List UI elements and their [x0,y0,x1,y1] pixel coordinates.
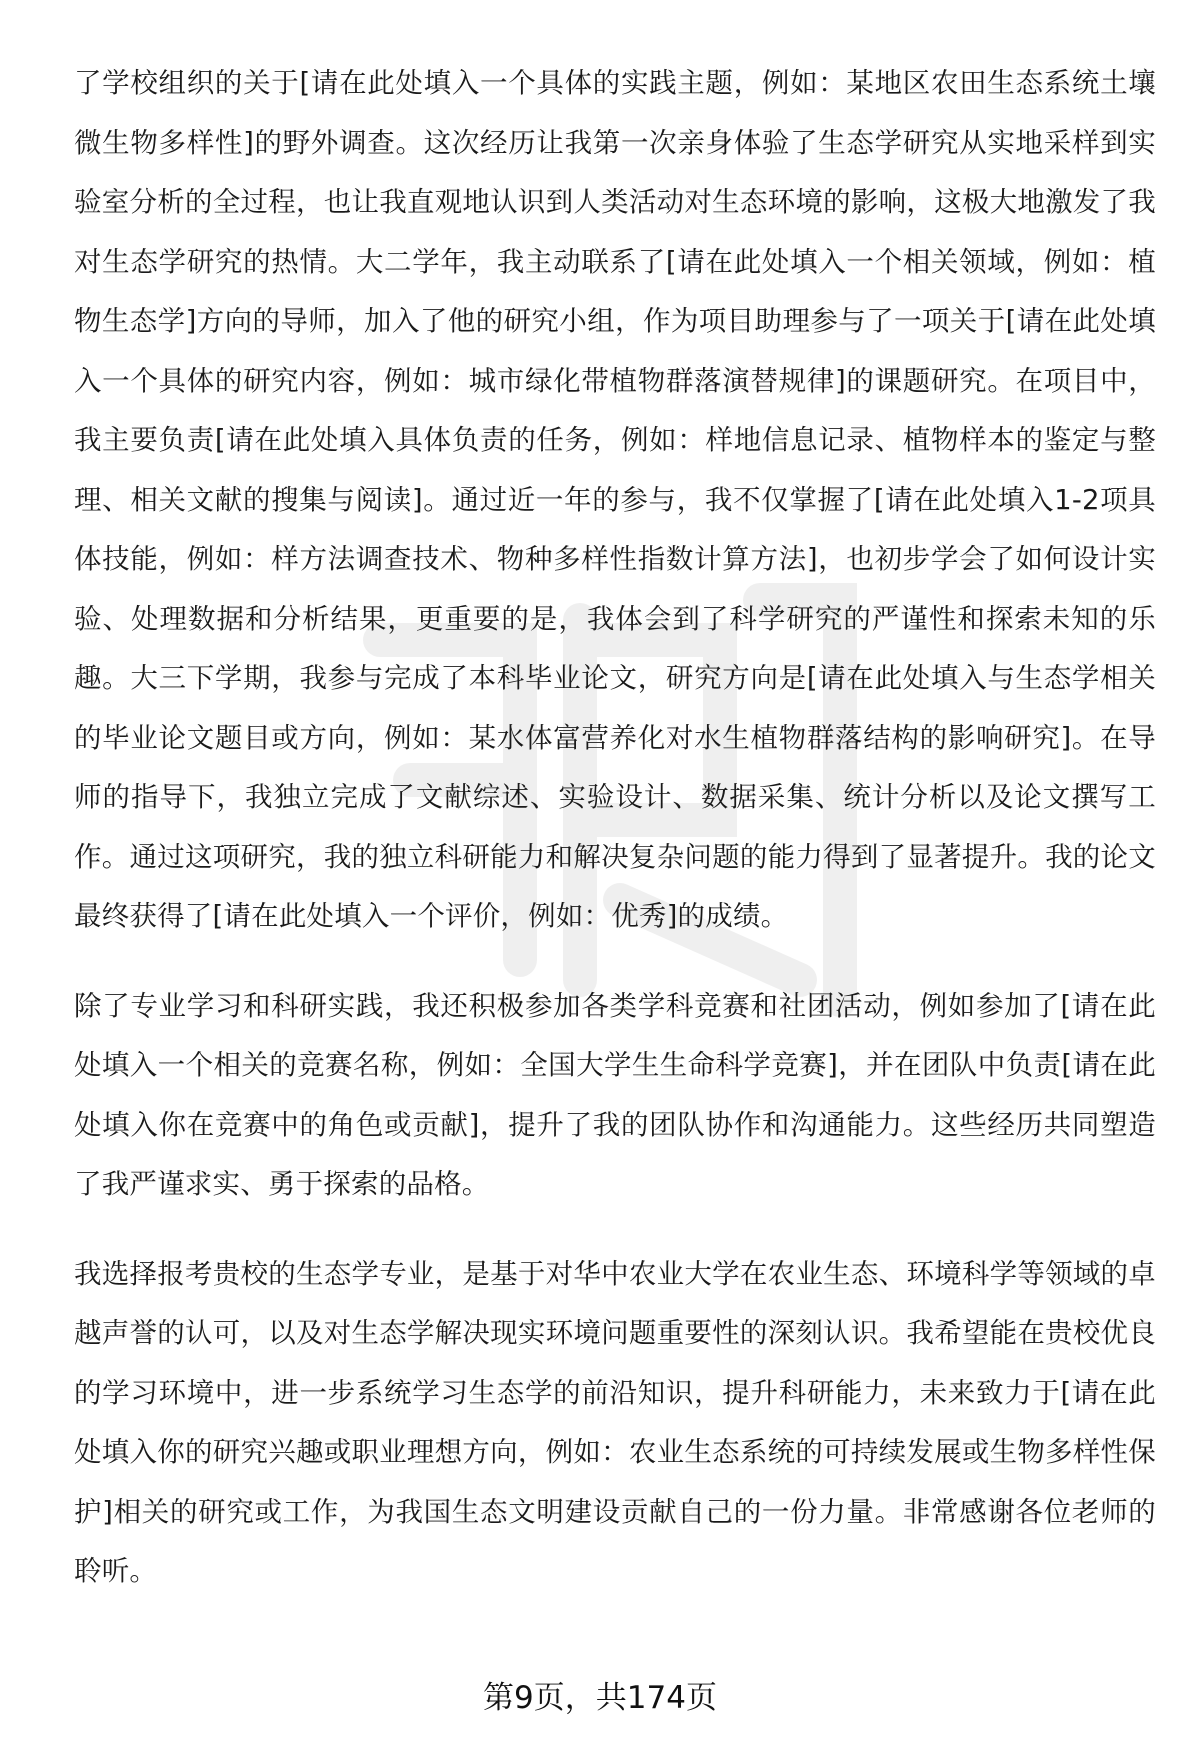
page-number: 第9页，共174页 [483,1680,717,1716]
paragraph-competitions: 除了专业学习和科研实践，我还积极参加各类学科竞赛和社团活动，例如参加了[请在此处填入一个相关的竞赛名称，例如：全国大学生生命科学竞赛]，并在团队中负责[请在此处填入你在竞赛中的角色或贡献]，提升了我的团队协作和沟通能力。这些经历共同塑造了我严谨求实、勇于探索的品格。 [74,989,1156,1200]
paragraph-research-experience: 了学校组织的关于[请在此处填入一个具体的实践主题，例如：某地区农田生态系统土壤微生物多样性]的野外调查。这次经历让我第一次亲身体验了生态学研究从实地采样到实验室分析的全过程，也让我直观地认识到人类活动对生态环境的影响，这极大地激发了我对生态学研究的热情。大二学年，我主动联系了[请在此处填入一个相关领域，例如：植物生态学]方向的导师，加入了他的研究小组，作为项目助理参与了一项关于[请在此处填入一个具体的研究内容，例如：城市绿化带植物群落演替规律]的课题研究。在项目中，我主要负责[请在此处填入具体负责的任务，例如：样地信息记录、植物样本的鉴定与整理、相关文献的搜集与阅读]。通过近一年的参与，我不仅掌握了[请在此处填入1-2项具体技能，例如：样方法调查技术、物种多样性指数计算方法]，也初步学会了如何设计实验、处理数据和分析结果，更重要的是，我体会到了科学研究的严谨性和探索未知的乐趣。大三下学期，我参与完成了本科毕业论文，研究方向是[请在此处填入与生态学相关的毕业论文题目或方向，例如：某水体富营养化对水生植物群落结构的影响研究]。在导师的指导下，我独立完成了文献综述、实验设计、数据采集、统计分析以及论文撰写工作。通过这项研究，我的独立科研能力和解决复杂问题的能力得到了显著提升。我的论文最终获得了[请在此处填入一个评价，例如：优秀]的成绩。 [74,67,1156,932]
document-body [74,54,1156,1602]
paragraph-motivation: 我选择报考贵校的生态学专业，是基于对华中农业大学在农业生态、环境科学等领域的卓越声誉的认可，以及对生态学解决现实环境问题重要性的深刻认识。我希望能在贵校优良的学习环境中，进一步系统学习生态学的前沿知识，提升科研能力，未来致力于[请在此处填入你的研究兴趣或职业理想方向，例如：农业生态系统的可持续发展或生物多样性保护]相关的研究或工作，为我国生态文明建设贡献自己的一份力量。非常感谢各位老师的聆听。 [74,1257,1156,1587]
